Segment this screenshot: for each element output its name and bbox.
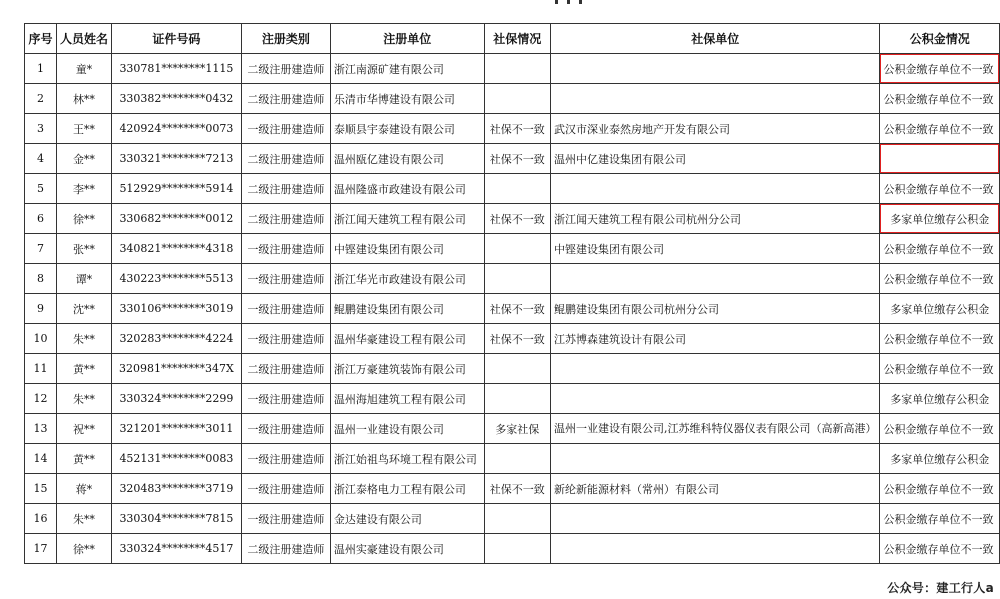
row-number-cell: 16 bbox=[25, 504, 57, 534]
social-insurance-unit-cell: 新纶新能源材料（常州）有限公司 bbox=[550, 474, 880, 504]
table-row bbox=[25, 114, 1000, 144]
id-number-cell: 320283********4224 bbox=[111, 324, 241, 354]
person-name-cell: 朱** bbox=[56, 504, 111, 534]
registered-unit-cell: 温州隆盛市政建设有限公司 bbox=[330, 174, 484, 204]
id-number-cell: 512929********5914 bbox=[111, 174, 241, 204]
housing-fund-status-cell: 公积金缴存单位不一致 bbox=[880, 414, 1000, 444]
social-insurance-unit-cell: 武汉市深业泰然房地产开发有限公司 bbox=[550, 114, 880, 144]
social-insurance-unit-cell bbox=[550, 174, 880, 204]
header-fund: 公积金情况 bbox=[880, 24, 1000, 54]
social-insurance-unit-cell bbox=[550, 354, 880, 384]
social-insurance-status-cell bbox=[484, 504, 550, 534]
housing-fund-status-cell: 公积金缴存单位不一致 bbox=[880, 324, 1000, 354]
id-number-cell: 330321********7213 bbox=[111, 144, 241, 174]
row-number-cell: 4 bbox=[25, 144, 57, 174]
table-row bbox=[25, 204, 1000, 234]
registered-unit-cell: 中铿建设集团有限公司 bbox=[330, 234, 484, 264]
registered-unit-cell: 温州华豪建设工程有限公司 bbox=[330, 324, 484, 354]
registered-unit-cell: 浙江华光市政建设有限公司 bbox=[330, 264, 484, 294]
registered-unit-cell: 温州瓯亿建设有限公司 bbox=[330, 144, 484, 174]
social-insurance-status-cell: 社保不一致 bbox=[484, 294, 550, 324]
table-row bbox=[25, 504, 1000, 534]
registered-unit-cell: 浙江万豪建筑装饰有限公司 bbox=[330, 354, 484, 384]
social-insurance-status-cell: 社保不一致 bbox=[484, 204, 550, 234]
housing-fund-status-cell: 公积金缴存单位不一致 bbox=[880, 474, 1000, 504]
person-name-cell: 林** bbox=[56, 84, 111, 114]
id-number-cell: 330324********2299 bbox=[111, 384, 241, 414]
row-number-cell: 14 bbox=[25, 444, 57, 474]
housing-fund-status-cell: 公积金缴存单位不一致 bbox=[880, 504, 1000, 534]
social-insurance-status-cell bbox=[484, 264, 550, 294]
social-insurance-unit-cell bbox=[550, 504, 880, 534]
row-number-cell: 12 bbox=[25, 384, 57, 414]
registered-unit-cell: 浙江泰格电力工程有限公司 bbox=[330, 474, 484, 504]
social-insurance-unit-cell bbox=[550, 444, 880, 474]
housing-fund-status-cell bbox=[880, 144, 1000, 174]
id-number-cell: 340821********4318 bbox=[111, 234, 241, 264]
registration-category-cell: 一级注册建造师 bbox=[241, 504, 330, 534]
social-insurance-status-cell: 社保不一致 bbox=[484, 324, 550, 354]
registration-category-cell: 二级注册建造师 bbox=[241, 54, 330, 84]
id-number-cell: 452131********0083 bbox=[111, 444, 241, 474]
social-insurance-unit-cell bbox=[550, 264, 880, 294]
registered-unit-cell: 温州海旭建筑工程有限公司 bbox=[330, 384, 484, 414]
id-number-cell: 330781********1115 bbox=[111, 54, 241, 84]
row-number-cell: 8 bbox=[25, 264, 57, 294]
registered-unit-cell: 金达建设有限公司 bbox=[330, 504, 484, 534]
table-row bbox=[25, 444, 1000, 474]
registration-category-cell: 一级注册建造师 bbox=[241, 294, 330, 324]
social-insurance-unit-cell: 温州一业建设有限公司,江苏维科特仪器仪表有限公司（高新高港） bbox=[550, 414, 880, 444]
person-name-cell: 祝** bbox=[56, 414, 111, 444]
table-row bbox=[25, 54, 1000, 84]
registration-category-cell: 一级注册建造师 bbox=[241, 384, 330, 414]
person-name-cell: 朱** bbox=[56, 324, 111, 354]
housing-fund-status-cell: 公积金缴存单位不一致 bbox=[880, 84, 1000, 114]
person-name-cell: 金** bbox=[56, 144, 111, 174]
table-row bbox=[25, 354, 1000, 384]
social-insurance-unit-cell: 鲲鹏建设集团有限公司杭州分公司 bbox=[550, 294, 880, 324]
social-insurance-unit-cell bbox=[550, 384, 880, 414]
social-insurance-status-cell: 多家社保 bbox=[484, 414, 550, 444]
row-number-cell: 6 bbox=[25, 204, 57, 234]
table-row bbox=[25, 534, 1000, 564]
header-social: 社保情况 bbox=[484, 24, 550, 54]
housing-fund-status-cell: 公积金缴存单位不一致 bbox=[880, 174, 1000, 204]
row-number-cell: 17 bbox=[25, 534, 57, 564]
id-number-cell: 330106********3019 bbox=[111, 294, 241, 324]
table-row bbox=[25, 234, 1000, 264]
registration-category-cell: 二级注册建造师 bbox=[241, 204, 330, 234]
person-name-cell: 朱** bbox=[56, 384, 111, 414]
registration-category-cell: 二级注册建造师 bbox=[241, 174, 330, 204]
person-name-cell: 李** bbox=[56, 174, 111, 204]
person-name-cell: 黄** bbox=[56, 444, 111, 474]
registration-category-cell: 一级注册建造师 bbox=[241, 264, 330, 294]
id-number-cell: 420924********0073 bbox=[111, 114, 241, 144]
housing-fund-status-cell: 公积金缴存单位不一致 bbox=[880, 264, 1000, 294]
social-insurance-unit-cell bbox=[550, 84, 880, 114]
registration-category-cell: 一级注册建造师 bbox=[241, 444, 330, 474]
table-row bbox=[25, 324, 1000, 354]
social-insurance-status-cell: 社保不一致 bbox=[484, 144, 550, 174]
header-no: 序号 bbox=[25, 24, 57, 54]
social-insurance-status-cell bbox=[484, 54, 550, 84]
header-id: 证件号码 bbox=[111, 24, 241, 54]
table-row bbox=[25, 84, 1000, 114]
social-insurance-status-cell bbox=[484, 354, 550, 384]
person-name-cell: 徐** bbox=[56, 534, 111, 564]
registration-category-cell: 一级注册建造师 bbox=[241, 324, 330, 354]
id-number-cell: 320483********3719 bbox=[111, 474, 241, 504]
registered-unit-cell: 浙江始祖鸟环境工程有限公司 bbox=[330, 444, 484, 474]
table-row bbox=[25, 384, 1000, 414]
table-row bbox=[25, 174, 1000, 204]
registration-category-cell: 一级注册建造师 bbox=[241, 114, 330, 144]
registration-category-cell: 二级注册建造师 bbox=[241, 534, 330, 564]
table-row bbox=[25, 294, 1000, 324]
housing-fund-status-cell: 公积金缴存单位不一致 bbox=[880, 354, 1000, 384]
personnel-table bbox=[24, 23, 1000, 564]
header-unit: 注册单位 bbox=[330, 24, 484, 54]
social-insurance-status-cell: 社保不一致 bbox=[484, 114, 550, 144]
id-number-cell: 330682********0012 bbox=[111, 204, 241, 234]
housing-fund-status-cell: 公积金缴存单位不一致 bbox=[880, 234, 1000, 264]
housing-fund-status-cell: 多家单位缴存公积金 bbox=[880, 444, 1000, 474]
housing-fund-status-cell: 公积金缴存单位不一致 bbox=[880, 534, 1000, 564]
table-row bbox=[25, 414, 1000, 444]
row-number-cell: 9 bbox=[25, 294, 57, 324]
row-number-cell: 10 bbox=[25, 324, 57, 354]
social-insurance-unit-cell: 温州中亿建设集团有限公司 bbox=[550, 144, 880, 174]
social-insurance-unit-cell: 浙江闻天建筑工程有限公司杭州分公司 bbox=[550, 204, 880, 234]
social-insurance-status-cell bbox=[484, 174, 550, 204]
person-name-cell: 童* bbox=[56, 54, 111, 84]
header-name: 人员姓名 bbox=[56, 24, 111, 54]
id-number-cell: 330304********7815 bbox=[111, 504, 241, 534]
person-name-cell: 王** bbox=[56, 114, 111, 144]
id-number-cell: 330324********4517 bbox=[111, 534, 241, 564]
registration-category-cell: 一级注册建造师 bbox=[241, 474, 330, 504]
id-number-cell: 320981********347X bbox=[111, 354, 241, 384]
header-category: 注册类别 bbox=[241, 24, 330, 54]
housing-fund-status-cell: 多家单位缴存公积金 bbox=[880, 204, 1000, 234]
registered-unit-cell: 温州实豪建设有限公司 bbox=[330, 534, 484, 564]
social-insurance-status-cell bbox=[484, 384, 550, 414]
person-name-cell: 沈** bbox=[56, 294, 111, 324]
person-name-cell: 徐** bbox=[56, 204, 111, 234]
social-insurance-status-cell bbox=[484, 234, 550, 264]
social-insurance-status-cell: 社保不一致 bbox=[484, 474, 550, 504]
table-row bbox=[25, 144, 1000, 174]
registration-category-cell: 二级注册建造师 bbox=[241, 354, 330, 384]
person-name-cell: 蒋* bbox=[56, 474, 111, 504]
registration-category-cell: 二级注册建造师 bbox=[241, 84, 330, 114]
registered-unit-cell: 浙江南源矿建有限公司 bbox=[330, 54, 484, 84]
social-insurance-unit-cell bbox=[550, 534, 880, 564]
row-number-cell: 3 bbox=[25, 114, 57, 144]
id-number-cell: 321201********3011 bbox=[111, 414, 241, 444]
table-header-row bbox=[25, 24, 1000, 54]
id-number-cell: 330382********0432 bbox=[111, 84, 241, 114]
id-number-cell: 430223********5513 bbox=[111, 264, 241, 294]
social-insurance-unit-cell: 江苏博森建筑设计有限公司 bbox=[550, 324, 880, 354]
row-number-cell: 11 bbox=[25, 354, 57, 384]
page-top-marks bbox=[555, 0, 585, 6]
person-name-cell: 谭* bbox=[56, 264, 111, 294]
registered-unit-cell: 温州一业建设有限公司 bbox=[330, 414, 484, 444]
social-insurance-status-cell bbox=[484, 534, 550, 564]
social-insurance-unit-cell: 中铿建设集团有限公司 bbox=[550, 234, 880, 264]
housing-fund-status-cell: 公积金缴存单位不一致 bbox=[880, 54, 1000, 84]
table-row bbox=[25, 264, 1000, 294]
registered-unit-cell: 浙江闻天建筑工程有限公司 bbox=[330, 204, 484, 234]
row-number-cell: 13 bbox=[25, 414, 57, 444]
row-number-cell: 15 bbox=[25, 474, 57, 504]
row-number-cell: 5 bbox=[25, 174, 57, 204]
housing-fund-status-cell: 多家单位缴存公积金 bbox=[880, 294, 1000, 324]
social-insurance-status-cell bbox=[484, 84, 550, 114]
registered-unit-cell: 泰顺县宇泰建设有限公司 bbox=[330, 114, 484, 144]
person-name-cell: 张** bbox=[56, 234, 111, 264]
housing-fund-status-cell: 公积金缴存单位不一致 bbox=[880, 114, 1000, 144]
registered-unit-cell: 乐清市华博建设有限公司 bbox=[330, 84, 484, 114]
row-number-cell: 7 bbox=[25, 234, 57, 264]
registration-category-cell: 一级注册建造师 bbox=[241, 414, 330, 444]
registration-category-cell: 一级注册建造师 bbox=[241, 234, 330, 264]
social-insurance-unit-cell bbox=[550, 54, 880, 84]
housing-fund-status-cell: 多家单位缴存公积金 bbox=[880, 384, 1000, 414]
registration-category-cell: 二级注册建造师 bbox=[241, 144, 330, 174]
table-row bbox=[25, 474, 1000, 504]
social-insurance-status-cell bbox=[484, 444, 550, 474]
person-name-cell: 黄** bbox=[56, 354, 111, 384]
header-social-unit: 社保单位 bbox=[550, 24, 880, 54]
row-number-cell: 1 bbox=[25, 54, 57, 84]
row-number-cell: 2 bbox=[25, 84, 57, 114]
watermark: 公众号：建工行人a bbox=[887, 581, 994, 595]
registered-unit-cell: 鲲鹏建设集团有限公司 bbox=[330, 294, 484, 324]
